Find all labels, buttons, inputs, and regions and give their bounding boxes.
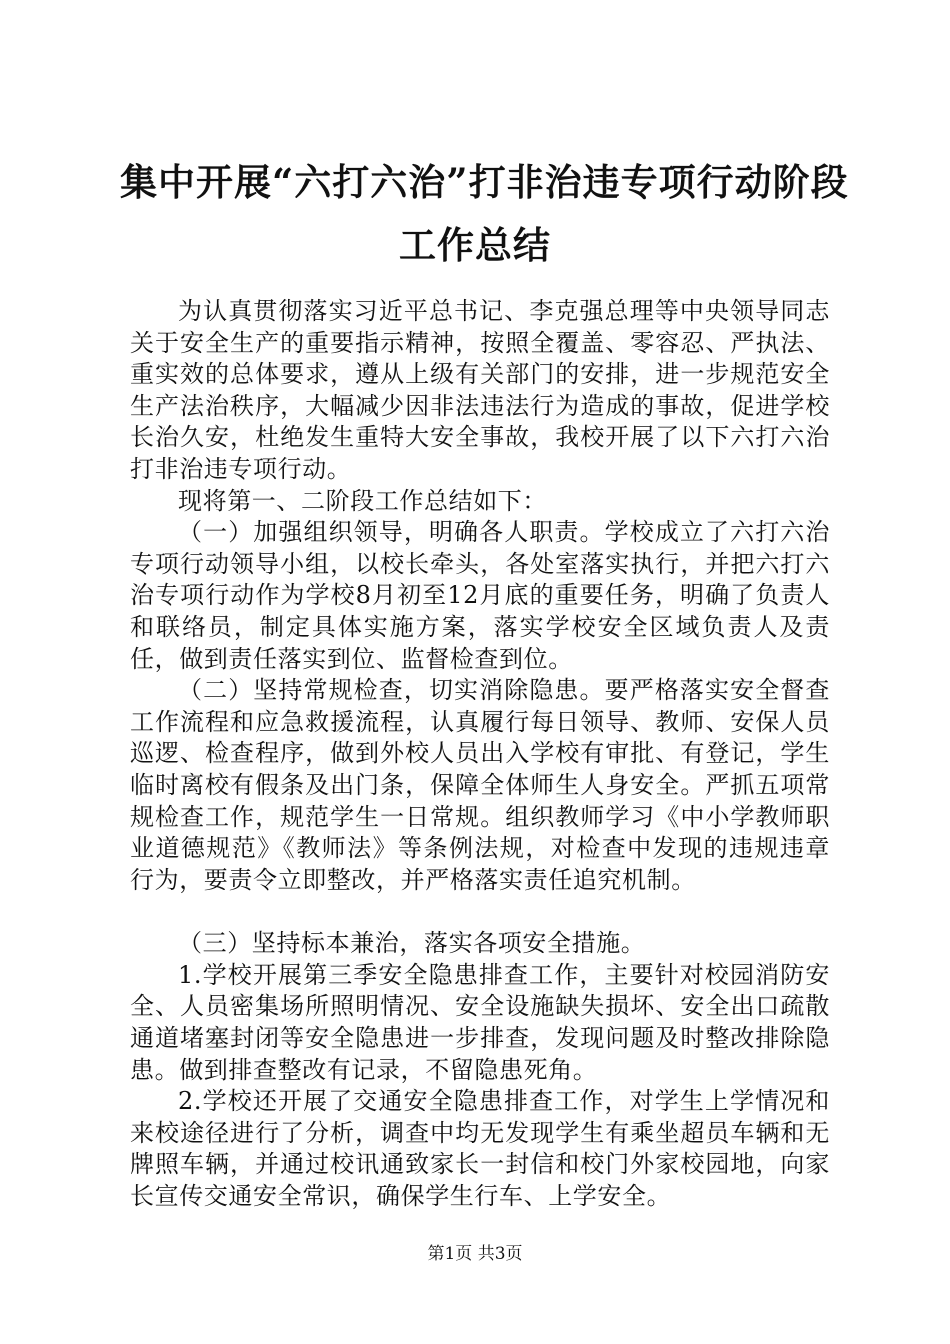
document-body [130, 296, 830, 1213]
page-number-footer: 第1页 共3页 [427, 1244, 523, 1264]
paragraph-summary-lead: 现将第一、二阶段工作总结如下： [178, 486, 547, 515]
paragraph-spacer [130, 896, 830, 928]
paragraph-item-2: 2.学校还开展了交通安全隐患排查工作，对学生上学情况和来校途径进行了分析，调查中均无发现学生有乘坐超员车辆和无牌照车辆，并通过校讯通致家长一封信和校门外家校园地，向家长宣传交通安全常识，确保学生行车、上学安全。 [130, 1087, 830, 1211]
document-title-line-2: 工作总结 [399, 223, 551, 267]
paragraph-section-2: （二）坚持常规检查，切实消除隐患。要严格落实安全督查工作流程和应急救援流程，认真履行每日领导、教师、安保人员巡逻、检查程序，做到外校人员出入学校有审批、有登记，学生临时离校有假条及出门条，保障全体师生人身安全。严抓五项常规检查工作，规范学生一日常规。组织教师学习《中小学教师职业道德规范》《教师法》等条例法规，对检查中发现的违规违章行为，要责令立即整改，并严格落实责任追究机制。 [130, 676, 830, 894]
paragraph-intro: 为认真贯彻落实习近平总书记、李克强总理等中央领导同志关于安全生产的重要指示精神，按照全覆盖、零容忍、严执法、重实效的总体要求，遵从上级有关部门的安排，进一步规范安全生产法治秩序，大幅减少因非法违法行为造成的事故，促进学校长治久安，杜绝发生重特大安全事故，我校开展了以下六打六治打非治违专项行动。 [130, 297, 830, 483]
paragraph-section-1: （一）加强组织领导，明确各人职责。学校成立了六打六治专项行动领导小组，以校长牵头，各处室落实执行，并把六打六治专项行动作为学校8月初至12月底的重要任务，明确了负责人和联络员，制定具体实施方案，落实学校安全区域负责人及责任，做到责任落实到位、监督检查到位。 [130, 518, 830, 673]
document-title-line-1: 集中开展“六打六治”打非治违专项行动阶段 [120, 160, 849, 204]
paragraph-item-1: 1.学校开展第三季安全隐患排查工作，主要针对校园消防安全、人员密集场所照明情况、安全设施缺失损坏、安全出口疏散通道堵塞封闭等安全隐患进一步排查，发现问题及时整改排除隐患。做到排查整改有记录，不留隐患死角。 [130, 960, 830, 1084]
paragraph-section-3-heading: （三）坚持标本兼治，落实各项安全措施。 [178, 929, 646, 958]
